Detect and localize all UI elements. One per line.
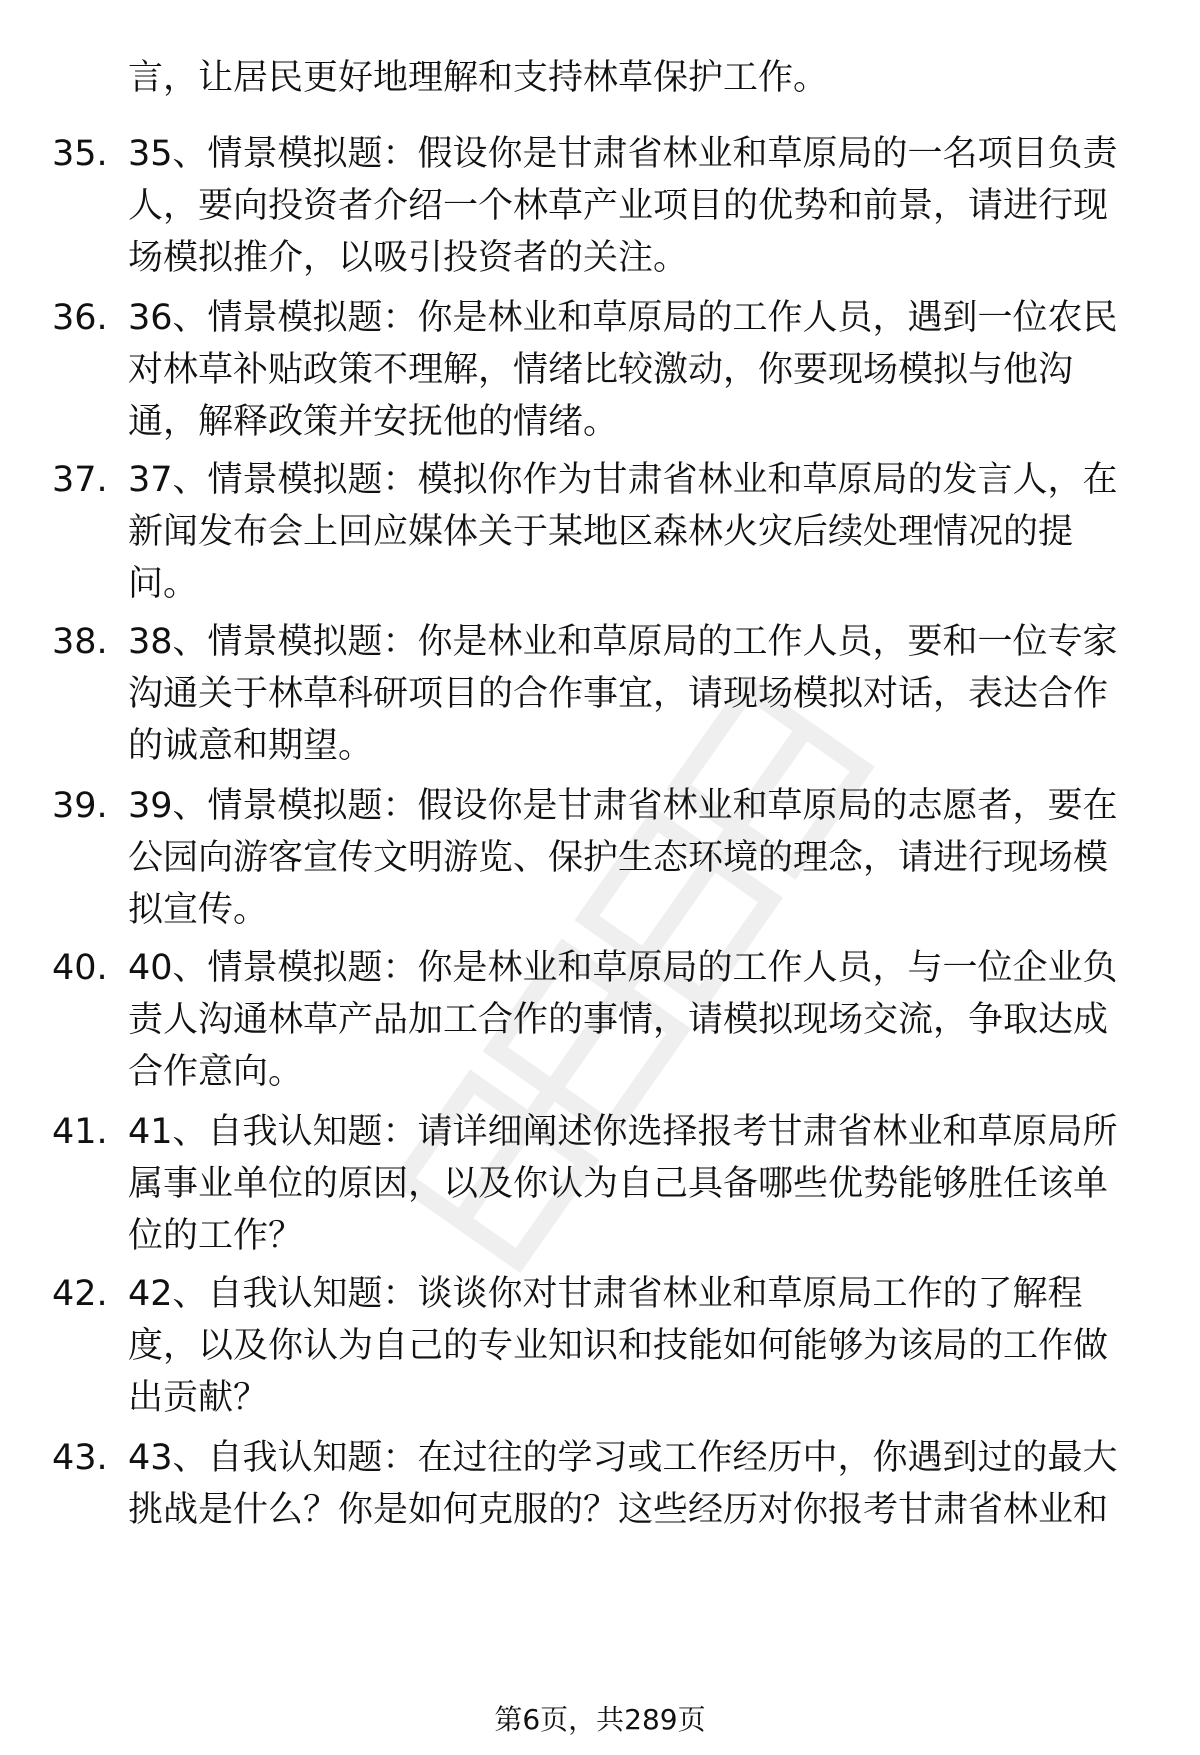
item-number: 37. — [52, 460, 108, 500]
item-text: 40、情景模拟题：你是林业和草原局的工作人员，与一位企业负责人沟通林草产品加工合作的事情，请模拟现场交流，争取达成合作意向。 — [128, 948, 1118, 1092]
item-text: 42、自我认知题：谈谈你对甘肃省林业和草原局工作的了解程度，以及你认为自己的专业知识和技能如何能够为该局的工作做出贡献？ — [128, 1274, 1109, 1418]
item-number: 42. — [52, 1274, 108, 1314]
item-text: 38、情景模拟题：你是林业和草原局的工作人员，要和一位专家沟通关于林草科研项目的合作事宜，请现场模拟对话，表达合作的诚意和期望。 — [128, 622, 1118, 766]
item-number: 40. — [52, 948, 108, 988]
item-text: 36、情景模拟题：你是林业和草原局的工作人员，遇到一位农民对林草补贴政策不理解，情绪比较激动，你要现场模拟与他沟通，解释政策并安抚他的情绪。 — [128, 298, 1118, 442]
item-text: 35、情景模拟题：假设你是甘肃省林业和草原局的一名项目负责人，要向投资者介绍一个林草产业项目的优势和前景，请进行现场模拟推介，以吸引投资者的关注。 — [128, 134, 1118, 278]
continued-paragraph: 言，让居民更好地理解和支持林草保护工作。 — [128, 58, 829, 98]
item-number: 38. — [52, 622, 108, 662]
page-footer: 第6页，共289页 — [494, 1703, 706, 1736]
item-number: 36. — [52, 298, 108, 338]
item-number: 35. — [52, 134, 108, 174]
item-number: 39. — [52, 786, 108, 826]
item-text: 43、自我认知题：在过往的学习或工作经历中，你遇到过的最大挑战是什么？你是如何克服的？这些经历对你报考甘肃省林业和 — [128, 1438, 1118, 1530]
item-text: 37、情景模拟题：模拟你作为甘肃省林业和草原局的发言人，在新闻发布会上回应媒体关于某地区森林火灾后续处理情况的提问。 — [128, 460, 1118, 604]
item-number: 41. — [52, 1112, 108, 1152]
item-text: 39、情景模拟题：假设你是甘肃省林业和草原局的志愿者，要在公园向游客宣传文明游览、保护生态环境的理念，请进行现场模拟宣传。 — [128, 786, 1118, 930]
item-number: 43. — [52, 1438, 108, 1478]
item-text: 41、自我认知题：请详细阐述你选择报考甘肃省林业和草原局所属事业单位的原因，以及你认为自己具备哪些优势能够胜任该单位的工作？ — [128, 1112, 1118, 1256]
